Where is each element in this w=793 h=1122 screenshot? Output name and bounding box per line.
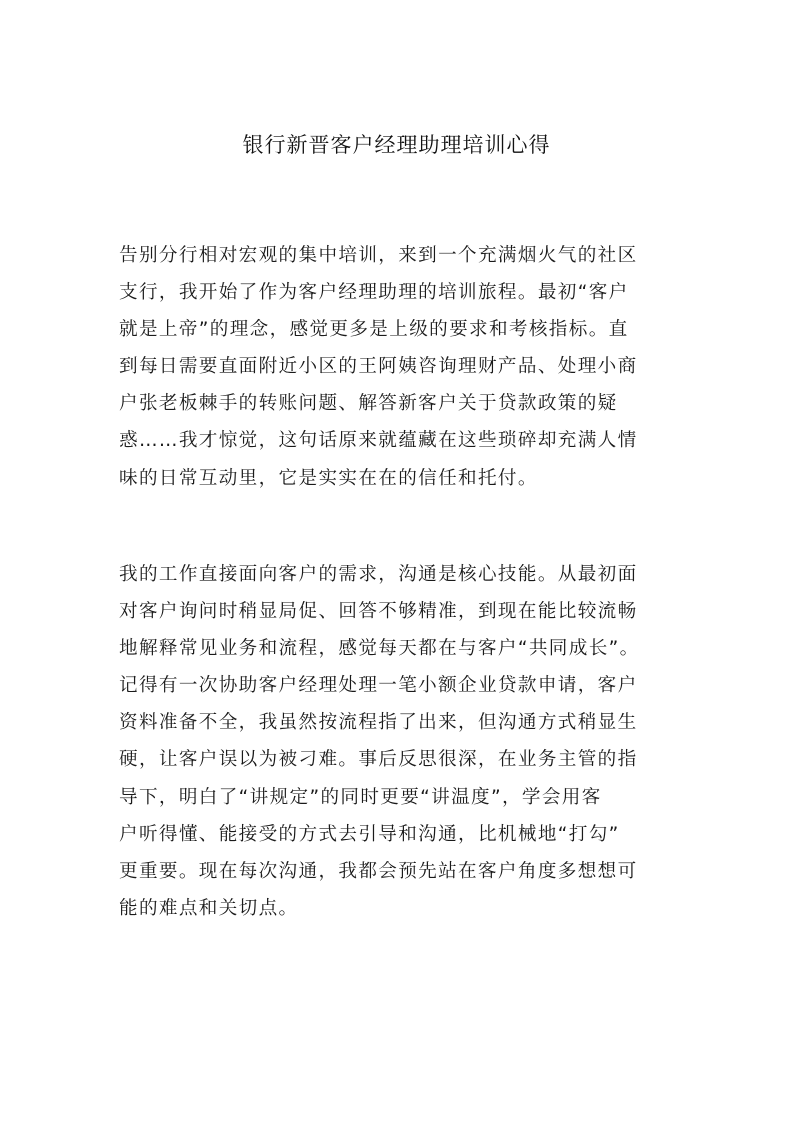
paragraph-1 bbox=[119, 237, 679, 497]
paragraph-line: 记得有一次协助客户经理处理一笔小额企业贷款申请，客户 bbox=[119, 675, 638, 697]
paragraph-2 bbox=[119, 556, 679, 927]
paragraph-line: 支行，我开始了作为客户经理助理的培训旅程。最初“客户 bbox=[119, 282, 629, 304]
paragraph-line: 惑……我才惊觉，这句话原来就蕴藏在这些琐碎却充满人情 bbox=[119, 430, 638, 452]
paragraph-line: 资料准备不全，我虽然按流程指了出来，但沟通方式稍显生 bbox=[119, 712, 638, 734]
paragraph-line: 户张老板棘手的转账问题、解答新客户关于贷款政策的疑 bbox=[119, 393, 618, 415]
paragraph-line: 告别分行相对宏观的集中培训，来到一个充满烟火气的社区 bbox=[119, 245, 638, 266]
paragraph-line: 到每日需要直面附近小区的王阿姨咨询理财产品、处理小商 bbox=[119, 356, 638, 378]
paragraph-line: 就是上帝”的理念，感觉更多是上级的要求和考核指标。直 bbox=[119, 319, 629, 341]
paragraph-line: 硬，让客户误以为被刁难。事后反思很深，在业务主管的指 bbox=[119, 749, 638, 771]
paragraph-line: 对客户询问时稍显局促、回答不够精准，到现在能比较流畅 bbox=[119, 601, 638, 623]
paragraph-line: 我的工作直接面向客户的需求，沟通是核心技能。从最初面 bbox=[119, 564, 638, 585]
paragraph-line: 地解释常见业务和流程，感觉每天都在与客户“共同成长”。 bbox=[119, 638, 640, 660]
paragraph-line: 味的日常互动里，它是实实在在的信任和托付。 bbox=[119, 467, 538, 489]
paragraph-line: 能的难点和关切点。 bbox=[119, 897, 299, 919]
paragraph-line: 导下，明白了“讲规定”的同时更要“讲温度”，学会用客 bbox=[119, 786, 602, 808]
paragraph-line: 更重要。现在每次沟通，我都会预先站在客户角度多想想可 bbox=[119, 860, 638, 882]
document-title: 银行新晋客户经理助理培训心得 bbox=[242, 133, 551, 157]
paragraph-line: 户听得懂、能接受的方式去引导和沟通，比机械地“打勾” bbox=[119, 823, 620, 845]
